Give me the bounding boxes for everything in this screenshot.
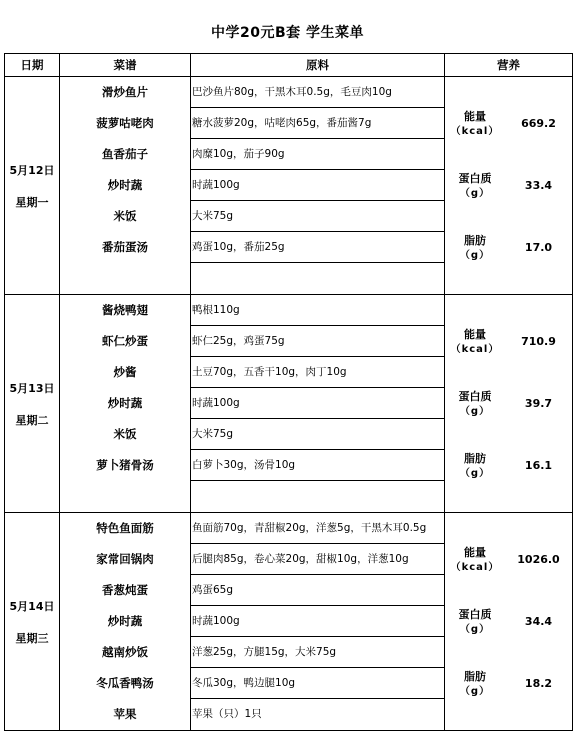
dish-ingredients: 冬瓜30g，鸭边腿10g (191, 668, 444, 699)
dish-name: 鱼香茄子 (102, 147, 148, 161)
dish-name: 越南炒饭 (102, 645, 148, 659)
nutrition-row (445, 435, 572, 497)
dish-name: 家常回锅肉 (96, 552, 154, 566)
dish-ingredients: 鱼面筋70g，青甜椒20g，洋葱5g，干黑木耳0.5g (191, 513, 444, 544)
dish-ingredients: 时蔬100g (191, 606, 444, 637)
nutrition-value: 18.2 (524, 677, 553, 690)
nutrition-row (445, 529, 572, 591)
nutrition-value: 33.4 (524, 179, 553, 192)
nutrition-label: 蛋白质 (458, 607, 492, 621)
nutrition-label-group (445, 669, 505, 699)
nutrition-unit: （g） (459, 405, 491, 417)
nutrition-label: 蛋白质 (458, 171, 492, 185)
dish-name: 炒时蔬 (107, 614, 143, 628)
nutrition-label-group (445, 545, 505, 575)
nutrition-unit: （g） (459, 685, 491, 697)
nutrition-list (445, 311, 572, 497)
dish-ingredients: 时蔬100g (191, 170, 444, 201)
nutrition-list (445, 529, 572, 715)
dish-name: 米饭 (113, 209, 137, 223)
dish-name: 苹果 (113, 707, 137, 721)
day-block (5, 295, 573, 513)
dish-ingredients: 鸡蛋10g，番茄25g (191, 232, 444, 263)
nutrition-unit: （kcal） (450, 561, 500, 573)
day-ingredients-cell (191, 295, 445, 513)
nutrition-unit: （g） (459, 249, 491, 261)
nutrition-label: 脂肪 (464, 233, 486, 247)
nutrition-row (445, 217, 572, 279)
header-dish: 菜谱 (60, 54, 191, 77)
nutrition-row (445, 155, 572, 217)
day-dishes-cell (60, 295, 191, 513)
day-weekday: 星期一 (15, 195, 49, 209)
day-date-cell (5, 295, 60, 513)
dish-name: 香葱炖蛋 (102, 583, 148, 597)
dish-ingredients: 白萝卜30g，汤骨10g (191, 450, 444, 481)
header-nutrition: 营养 (445, 54, 573, 77)
dish-name: 虾仁炒蛋 (102, 334, 148, 348)
dish-empty (60, 263, 190, 294)
dish-name: 炒酱 (113, 365, 137, 379)
nutrition-unit: （g） (459, 623, 491, 635)
dish-ingredients: 土豆70g，五香干10g，肉丁10g (191, 357, 444, 388)
menu-body (5, 77, 573, 731)
dish-ingredients: 大米75g (191, 201, 444, 232)
header-ingredients: 原料 (191, 54, 445, 77)
day-block (5, 77, 573, 295)
day-weekday: 星期二 (15, 413, 49, 427)
menu-table (4, 53, 573, 731)
nutrition-label-group (445, 389, 505, 419)
header-row (5, 54, 573, 77)
nutrition-label: 脂肪 (464, 669, 486, 683)
dish-empty (60, 481, 190, 512)
dish-name: 炒时蔬 (107, 396, 143, 410)
nutrition-label-group (445, 327, 505, 357)
day-date: 5月14日 (9, 599, 55, 613)
day-date-group (5, 598, 59, 646)
nutrition-value: 710.9 (521, 335, 556, 348)
nutrition-list (445, 93, 572, 279)
nutrition-label: 能量 (464, 327, 486, 341)
day-nutrition-cell (445, 295, 573, 513)
day-date-group (5, 162, 59, 210)
ingredients-empty (191, 263, 444, 294)
dish-name: 菠萝咕咾肉 (96, 116, 154, 130)
nutrition-label-group (445, 233, 505, 263)
nutrition-label-group (445, 171, 505, 201)
dish-ingredients: 巴沙鱼片80g，干黑木耳0.5g，毛豆肉10g (191, 77, 444, 108)
dish-ingredients: 苹果（只）1只 (192, 708, 262, 720)
nutrition-unit: （kcal） (450, 343, 500, 355)
nutrition-label-group (445, 451, 505, 481)
dish-ingredients: 洋葱25g，方腿15g，大米75g (191, 637, 444, 668)
nutrition-label: 能量 (464, 109, 486, 123)
dish-name: 酱烧鸭翅 (102, 303, 148, 317)
nutrition-unit: （g） (459, 467, 491, 479)
header-date: 日期 (5, 54, 60, 77)
dish-ingredients: 时蔬100g (191, 388, 444, 419)
menu-title: 中学20元B套 学生菜单 (210, 25, 365, 41)
dish-ingredients: 肉糜10g，茄子90g (191, 139, 444, 170)
nutrition-label-group (445, 607, 505, 637)
day-nutrition-cell (445, 513, 573, 731)
nutrition-unit: （kcal） (450, 125, 500, 137)
nutrition-label-group (445, 109, 505, 139)
day-date: 5月12日 (9, 163, 55, 177)
day-nutrition-cell (445, 77, 573, 295)
nutrition-unit: （g） (459, 187, 491, 199)
day-dishes-cell (60, 77, 191, 295)
dish-ingredients: 虾仁25g，鸡蛋75g (191, 326, 444, 357)
dish-name: 滑炒鱼片 (102, 85, 148, 99)
dish-name: 特色鱼面筋 (96, 521, 154, 535)
day-weekday: 星期三 (15, 631, 49, 645)
day-date-group (5, 380, 59, 428)
dish-ingredients: 鸡蛋65g (191, 575, 444, 606)
nutrition-value: 39.7 (524, 397, 553, 410)
ingredients-empty (191, 481, 444, 512)
day-dishes-cell (60, 513, 191, 731)
nutrition-label: 脂肪 (464, 451, 486, 465)
dish-name: 米饭 (113, 427, 137, 441)
nutrition-row (445, 373, 572, 435)
dish-ingredients: 糖水菠萝20g，咕咾肉65g，番茄酱7g (191, 108, 444, 139)
nutrition-value: 34.4 (524, 615, 553, 628)
dish-name: 冬瓜香鸭汤 (96, 676, 154, 690)
dish-ingredients: 后腿肉85g，卷心菜20g，甜椒10g，洋葱10g (191, 544, 444, 575)
day-date-cell (5, 513, 60, 731)
dish-ingredients: 鸭根110g (191, 295, 444, 326)
nutrition-label: 能量 (464, 545, 486, 559)
nutrition-value: 17.0 (524, 241, 553, 254)
nutrition-row (445, 93, 572, 155)
day-ingredients-cell (191, 77, 445, 295)
dish-name: 萝卜猪骨汤 (96, 458, 154, 472)
dish-name: 炒时蔬 (107, 178, 143, 192)
day-date-cell (5, 77, 60, 295)
day-ingredients-cell (191, 513, 445, 731)
day-block (5, 513, 573, 731)
dish-name: 番茄蛋汤 (102, 240, 148, 254)
dish-ingredients: 大米75g (191, 419, 444, 450)
nutrition-value: 1026.0 (517, 553, 560, 566)
nutrition-row (445, 591, 572, 653)
day-date: 5月13日 (9, 381, 55, 395)
nutrition-row (445, 653, 572, 715)
nutrition-row (445, 311, 572, 373)
nutrition-value: 669.2 (521, 117, 556, 130)
nutrition-label: 蛋白质 (458, 389, 492, 403)
nutrition-value: 16.1 (524, 459, 553, 472)
